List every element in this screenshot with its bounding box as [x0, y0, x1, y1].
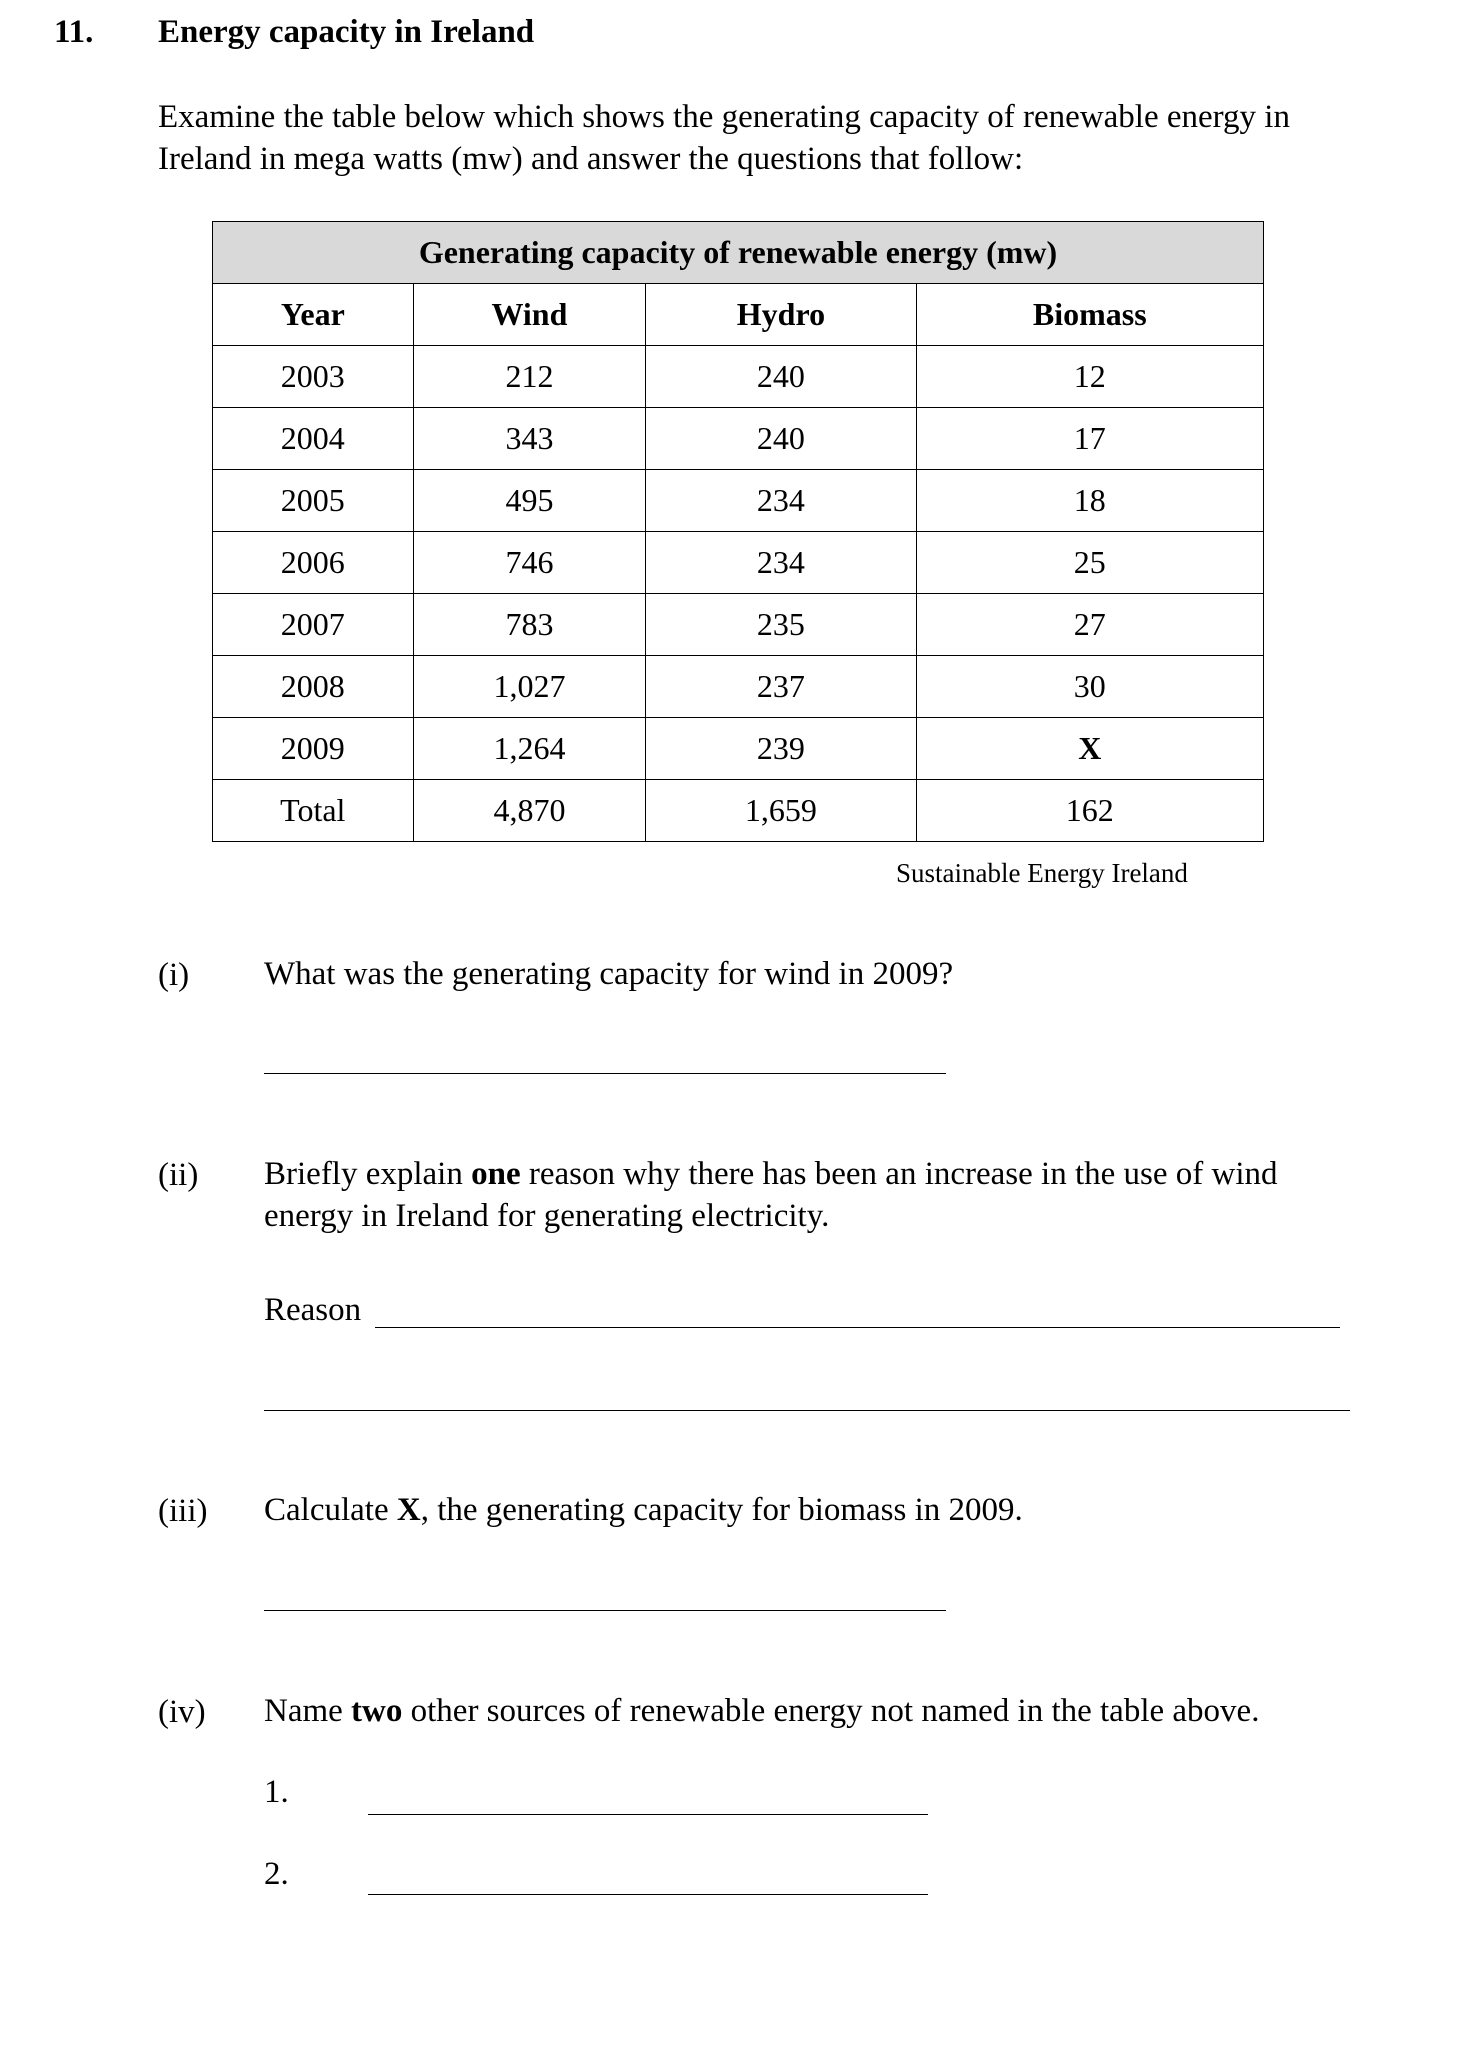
part-iv-emphasis: two	[351, 1693, 403, 1729]
cell-year: 2009	[213, 718, 414, 780]
part-iv-text-before: Name	[264, 1693, 352, 1729]
part-ii-label: (ii)	[158, 1157, 199, 1193]
table-row	[213, 718, 1264, 780]
cell-hydro: 240	[646, 346, 916, 408]
part-iii-text-before: Calculate	[264, 1492, 397, 1528]
table-caption: Generating capacity of renewable energy (mw)	[213, 222, 1264, 284]
part-iv-item-1-label: 1.	[264, 1774, 289, 1810]
cell-wind: 746	[413, 532, 646, 594]
cell-biomass-total: 162	[916, 780, 1263, 842]
column-header-year: Year	[213, 284, 414, 346]
cell-wind: 1,027	[413, 656, 646, 718]
table-source: Sustainable Energy Ireland	[896, 858, 1188, 888]
column-header-hydro: Hydro	[646, 284, 916, 346]
table-row	[213, 594, 1264, 656]
cell-year: 2005	[213, 470, 414, 532]
part-iii-text	[264, 1489, 1364, 1531]
answer-line-ii-second[interactable]	[264, 1410, 1350, 1411]
part-iii-label: (iii)	[158, 1493, 208, 1529]
cell-wind: 783	[413, 594, 646, 656]
question-number: 11.	[54, 14, 94, 50]
part-i-label: (i)	[158, 957, 190, 993]
table-row	[213, 408, 1264, 470]
question-intro: Examine the table below which shows the generating capacity of renewable energy in Ireland in mega watts (mw) and answer the questions that follow:	[158, 99, 1290, 177]
cell-biomass: 12	[916, 346, 1263, 408]
renewable-energy-table	[212, 221, 1264, 842]
part-iv-label: (iv)	[158, 1694, 206, 1730]
part-iv-item-2-label: 2.	[264, 1856, 289, 1892]
cell-year: 2003	[213, 346, 414, 408]
cell-biomass: 17	[916, 408, 1263, 470]
cell-wind: 343	[413, 408, 646, 470]
table-row	[213, 470, 1264, 532]
table-header-row	[213, 284, 1264, 346]
part-iv-text-after: other sources of renewable energy not named in the table above.	[402, 1693, 1260, 1729]
column-header-wind: Wind	[413, 284, 646, 346]
table-row-total	[213, 780, 1264, 842]
cell-hydro: 240	[646, 408, 916, 470]
part-iii-emphasis: X	[396, 1492, 421, 1528]
cell-biomass: 18	[916, 470, 1263, 532]
cell-year: 2007	[213, 594, 414, 656]
part-ii-text-after: reason why there has been an increase in the use of wind energy in Ireland for generating electricity.	[264, 1156, 1278, 1234]
cell-wind: 1,264	[413, 718, 646, 780]
cell-year: 2008	[213, 656, 414, 718]
cell-wind-total: 4,870	[413, 780, 646, 842]
part-ii-text-before: Briefly explain	[264, 1156, 472, 1192]
cell-biomass: 30	[916, 656, 1263, 718]
part-ii-emphasis: one	[471, 1156, 521, 1192]
table-row	[213, 346, 1264, 408]
cell-biomass: 25	[916, 532, 1263, 594]
part-iii-text-after: , the generating capacity for biomass in 2009.	[420, 1492, 1023, 1528]
part-iv-text	[264, 1690, 1404, 1732]
part-ii-text	[264, 1153, 1354, 1237]
cell-year: 2004	[213, 408, 414, 470]
answer-line-iii[interactable]	[264, 1610, 946, 1611]
cell-wind: 212	[413, 346, 646, 408]
part-i-text: What was the generating capacity for wind in 2009?	[264, 956, 954, 992]
cell-hydro: 237	[646, 656, 916, 718]
reason-label: Reason	[264, 1292, 362, 1328]
answer-line-reason[interactable]	[375, 1327, 1340, 1328]
cell-hydro: 239	[646, 718, 916, 780]
cell-wind: 495	[413, 470, 646, 532]
cell-hydro: 234	[646, 470, 916, 532]
question-title: Energy capacity in Ireland	[158, 14, 535, 50]
cell-total-label: Total	[213, 780, 414, 842]
cell-hydro: 234	[646, 532, 916, 594]
cell-biomass: 27	[916, 594, 1263, 656]
cell-biomass-unknown-x: X	[916, 718, 1263, 780]
cell-year: 2006	[213, 532, 414, 594]
table-row	[213, 532, 1264, 594]
table-row	[213, 656, 1264, 718]
cell-hydro-total: 1,659	[646, 780, 916, 842]
column-header-biomass: Biomass	[916, 284, 1263, 346]
answer-line-i[interactable]	[264, 1073, 946, 1074]
answer-line-iv-1[interactable]	[368, 1814, 928, 1815]
cell-hydro: 235	[646, 594, 916, 656]
answer-line-iv-2[interactable]	[368, 1894, 928, 1895]
